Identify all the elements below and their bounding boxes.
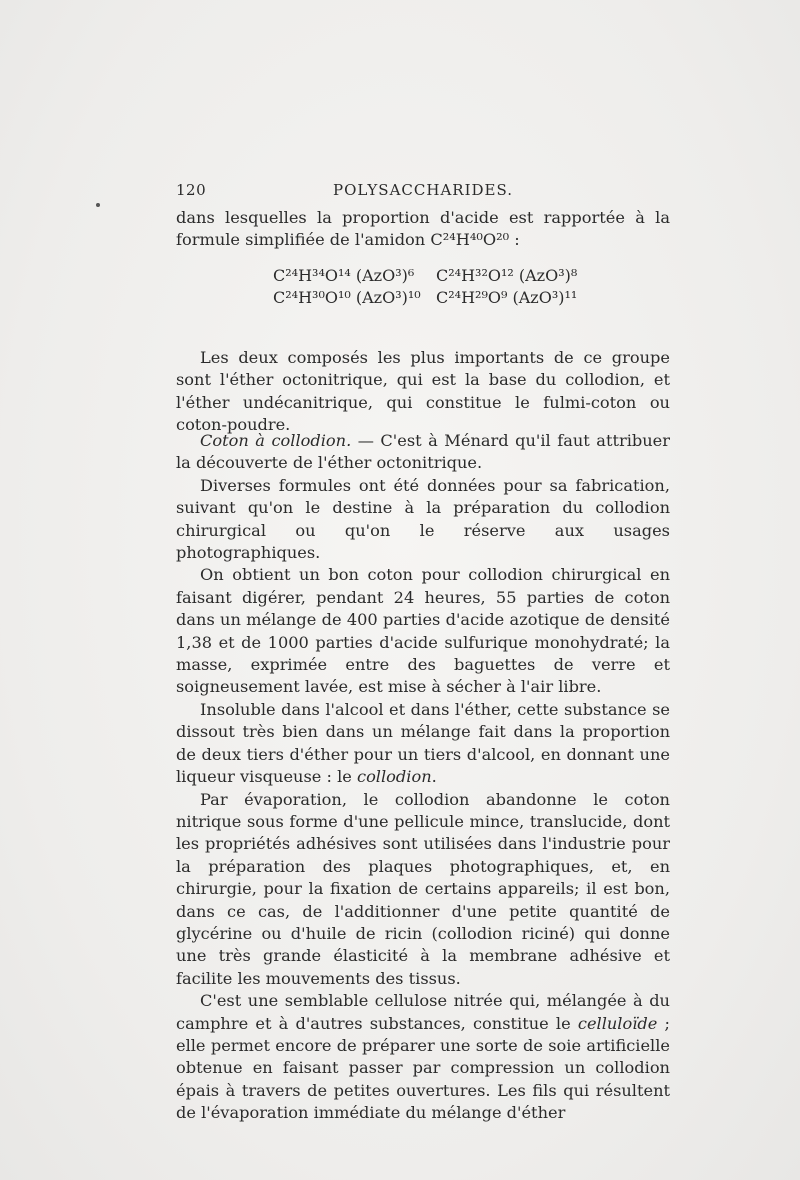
main-paragraph: [176, 347, 670, 437]
paragraph: [176, 699, 670, 789]
paragraph: [176, 990, 670, 1124]
paragraph-text: C'est une semblable cellulose nitrée qui, mélangée à du camphre et à d'autres substances, constitue le: [176, 991, 670, 1033]
formula-row: [176, 287, 670, 309]
formula-octonitrate: C²⁴H³²O¹² (AzO³)⁸: [436, 266, 578, 285]
intro-text: [176, 207, 670, 252]
page-header: [176, 181, 670, 203]
formula-row: [176, 265, 670, 287]
coton-text: — C'est à Ménard qu'il faut attribuer la découverte de l'éther octonitrique.: [176, 431, 670, 473]
formula-decanitrate: C²⁴H³⁰O¹⁰ (AzO³)¹⁰: [273, 288, 421, 307]
paragraph: Diverses formules ont été données pour sa fabrication, suivant qu'on le destine à la préparation du collodion chirurgical ou qu'on le réserve aux usages photographiques.: [176, 475, 670, 563]
formula-undecanitrate: C²⁴H²⁹O⁹ (AzO³)¹¹: [436, 288, 578, 307]
paragraph: On obtient un bon coton pour collodion chirurgical en faisant digérer, pendant 24 heures, 55 parties de coton dans un mélange de 400 parties d'acide azotique de densité 1,38 et de 1000 parties d'acide sulfurique monohydraté; la masse, exprimée entre des baguettes de verre et soigneusement lavée, est mise à sécher à l'air libre.: [176, 565, 670, 697]
body-text: [176, 430, 670, 1125]
ethers-paragraph: Les deux composés les plus importants de ce groupe sont l'éther octonitrique, qui est la base du collodion, et l'éther undécanitrique, qui constitue le fulmi-coton ou coton-poudre.: [176, 348, 670, 435]
page-number: 120: [176, 181, 207, 199]
paragraph-text: Insoluble dans l'alcool et dans l'éther, cette substance se dissout très bien dans un mélange fait dans la proportion de deux tiers d'éther pour un tiers d'alcool, en donnant une liqueur visqueuse : le: [176, 699, 670, 787]
italic-term: collodion: [357, 767, 432, 787]
paragraph-text: ; elle permet encore de préparer une sorte de soie artificielle obtenue en faisant passer par compression un collodion épais à travers de petites ouvertures. Les fils qui résultent de l'évaporation immédiate du mélange d'éther: [176, 1013, 670, 1123]
formula-hexanitrate: C²⁴H³⁴O¹⁴ (AzO³)⁶: [273, 266, 415, 285]
running-title: POLYSACCHARIDES.: [333, 181, 513, 199]
coton-paragraph: [176, 430, 670, 475]
margin-dot: [96, 203, 100, 207]
section-heading: Coton à collodion.: [200, 431, 352, 450]
paragraph: Par évaporation, le collodion abandonne le coton nitrique sous forme d'une pellicule mince, translucide, dont les propriétés adhésives sont utilisées dans l'industrie pour la préparation des plaques photographiques, et, en chirurgie, pour la fixation de certains appareils; il est bon, dans ce cas, de l'additionner d'une petite quantité de glycérine ou d'huile de ricin (collodion riciné) qui donne une très grande élasticité à la membrane adhésive et facilite les mouvements des tissus.: [176, 789, 670, 988]
intro-paragraph: dans lesquelles la proportion d'acide est rapportée à la formule simplifiée de l'amidon C²⁴H⁴⁰O²⁰ :: [176, 208, 670, 250]
paragraph-text: .: [431, 767, 437, 787]
italic-term: celluloïde: [577, 1013, 658, 1033]
formula-block: [176, 265, 670, 309]
